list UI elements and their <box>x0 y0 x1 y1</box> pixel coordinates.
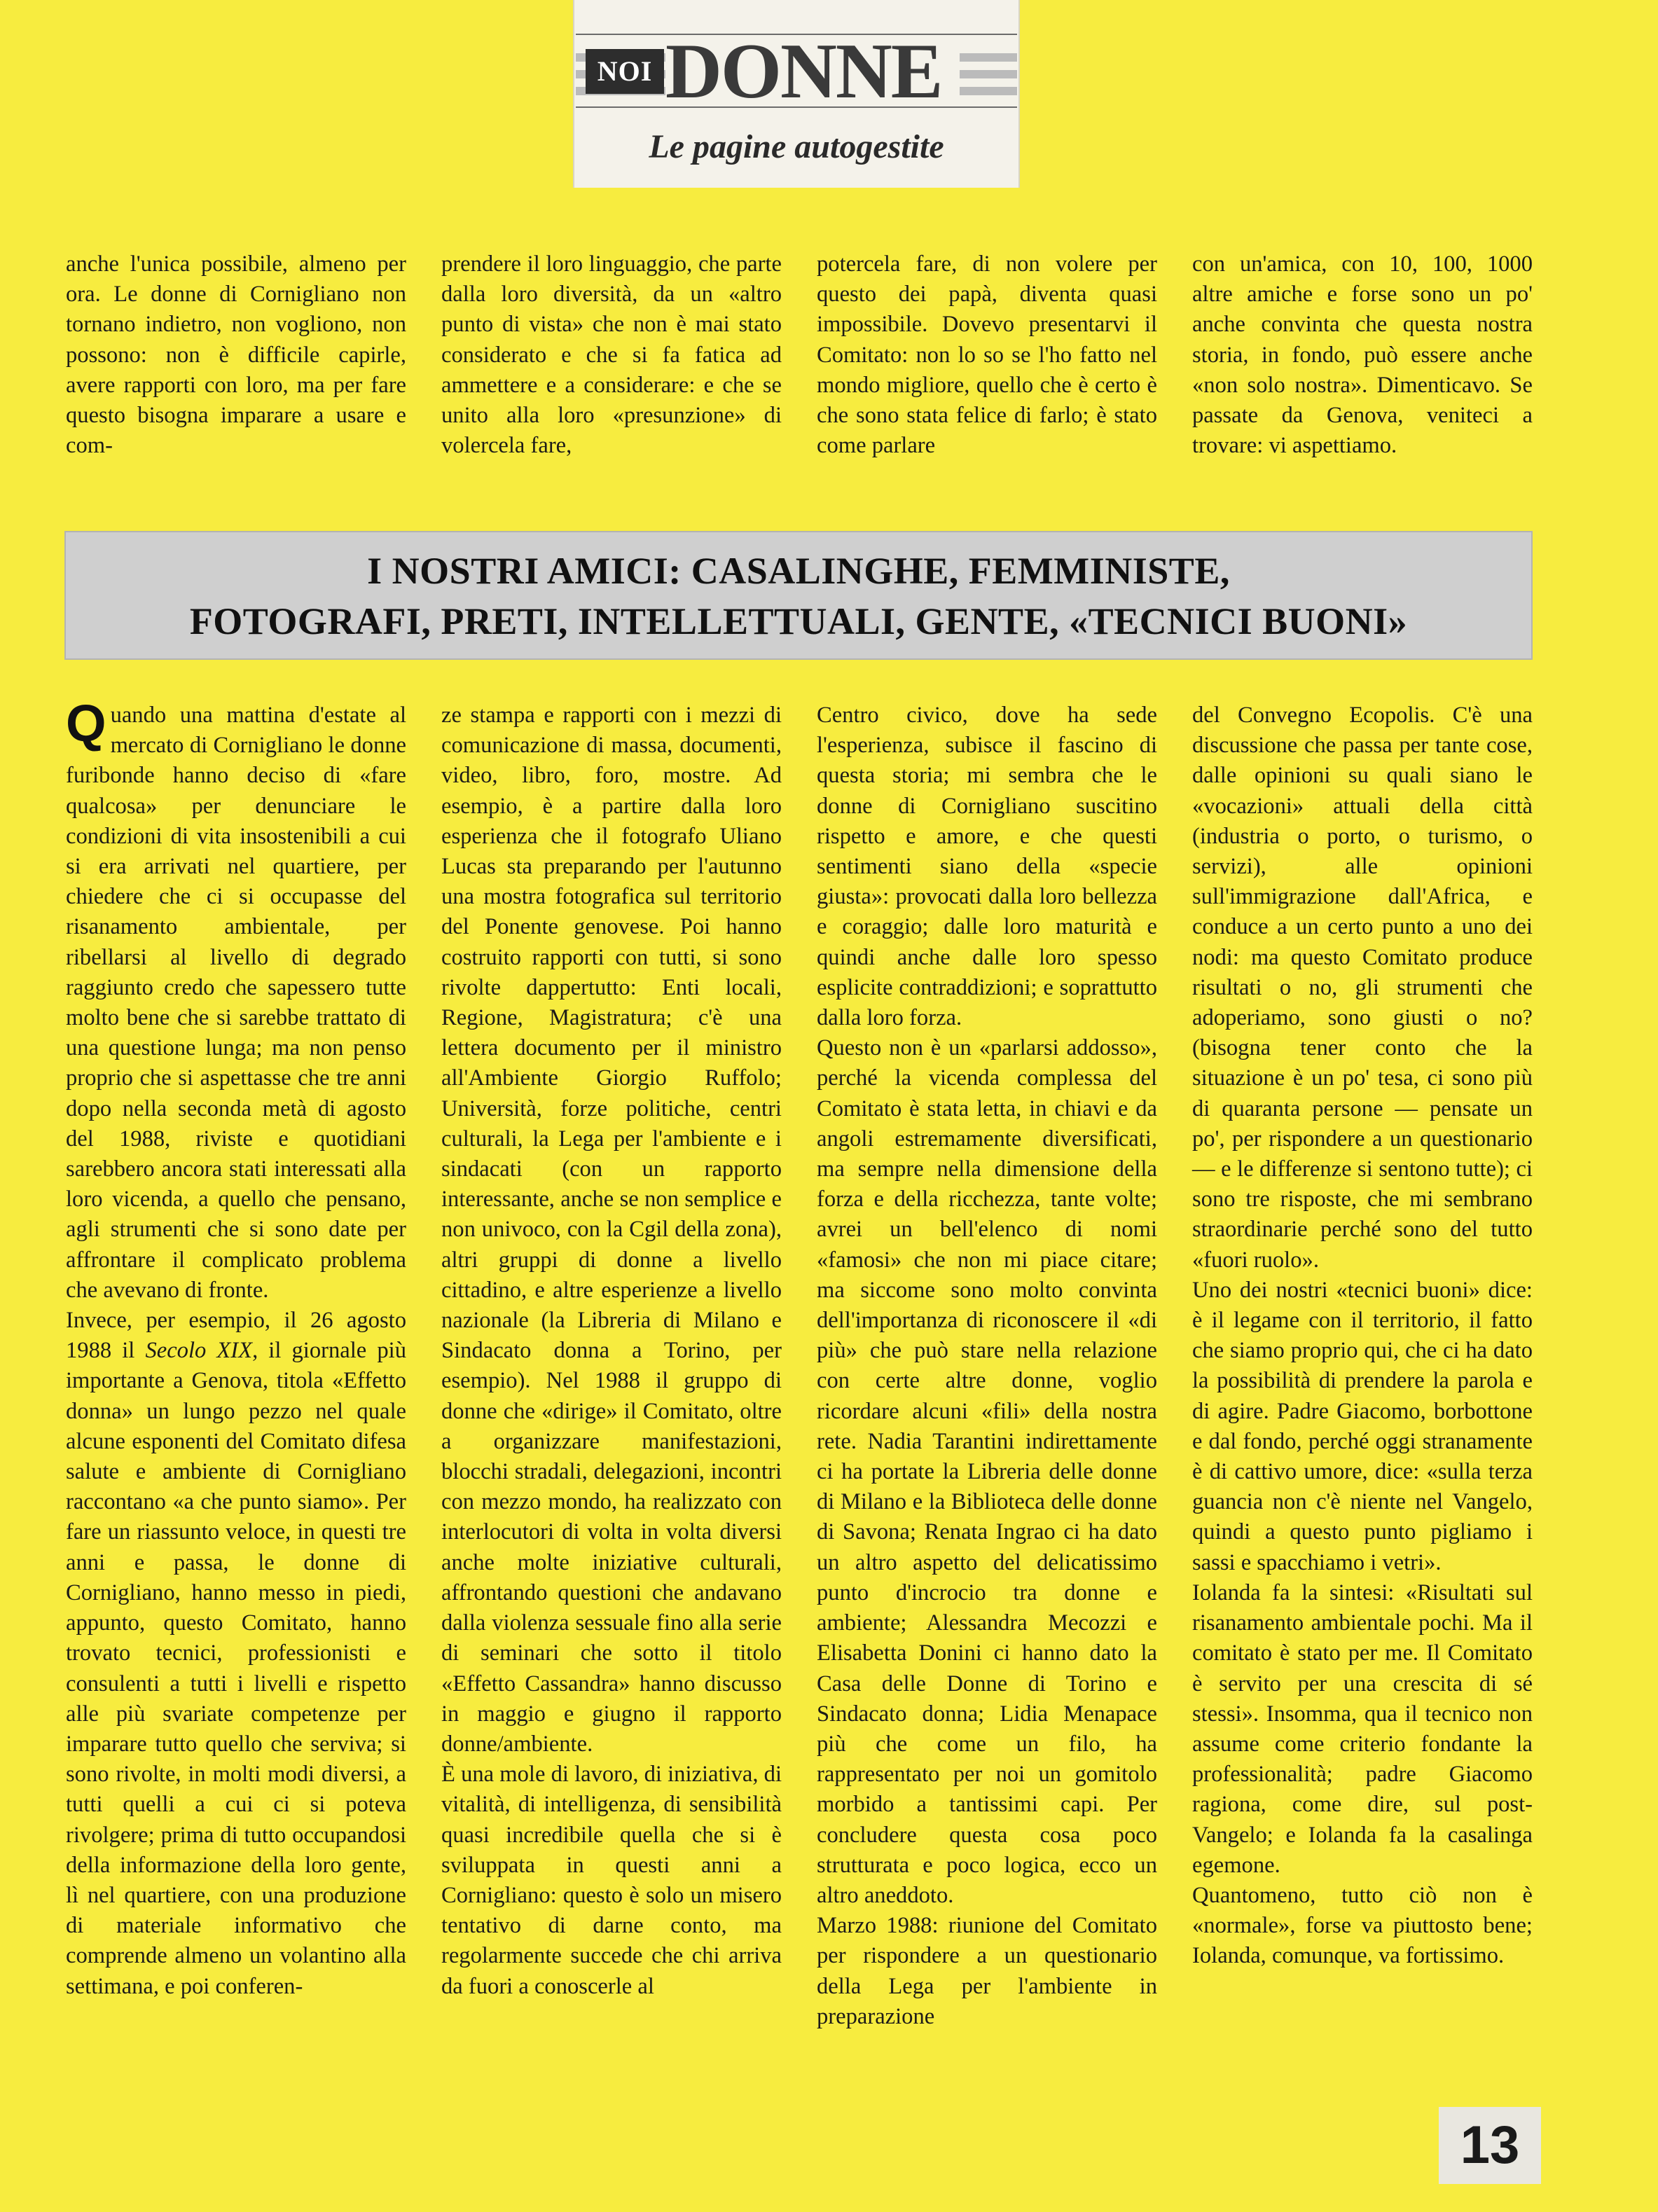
paragraph: È una mole di lavoro, di iniziativa, di vitalità, di intelligenza, di sensibilità quasi incredibile quella che si è sviluppata in questi anni a Cornigliano: questo è solo un misero tentativo di darne conto, ma regolarmente succede che chi arriva da fuori a conoscerle al <box>441 1762 782 1999</box>
article-column-2 <box>441 700 782 2002</box>
page-number: 13 <box>1439 2107 1541 2184</box>
headline-banner <box>64 531 1533 660</box>
logo-donne: DONNE <box>665 38 960 105</box>
paragraph-text: , il giornale più importante a Genova, titola «Effetto donna» un lungo pezzo nel quale alcune esponenti del Comitato difesa salute e ambiente di Cornigliano raccontano «a che punto siamo». Per fare un riassunto veloce, in questi tre anni e passa, le donne di Cornigliano, hanno messo in piedi, appunto, questo Comitato, hanno trovato tecnici, professionisti e consulenti a tutti i livelli e rispetto alle più svariate competenze per imparare tutto quello che serviva; si sono rivolte, in molti modi diversi, a tutti quelli a cui ci si poteva rivolgere; prima di tutto occupandosi della informazione della loro gente, lì nel quartiere, con una produzione di materiale informativo che comprende almeno un volantino alla settimana, e poi conferen- <box>66 1338 406 1999</box>
paragraph: del Convegno Ecopolis. C'è una discussione che passa per tante cose, dalle opinioni su quali siano le «vocazioni» attuali della città (industria o porto, o turismo, o servizi), alle opinioni sull'immigrazione dall'Africa, e conduce a un certo punto a uno dei nodi: ma questo Comitato produce risultati o no, gli strumenti che adoperiamo, sono giusti o no? (bisogna tener conto che la situazione è un po' tesa, ci sono più di quaranta persone — pensate un po', per rispondere a un questionario — e le differenze si sentono tutte); ci sono tre risposte, che mi sembrano straordinarie perché sono del tutto «fuori ruolo». <box>1192 703 1533 1273</box>
headline-line-1: I NOSTRI AMICI: CASALINGHE, FEMMINISTE, <box>367 550 1230 592</box>
top-column-2 <box>441 249 782 461</box>
top-column-1 <box>66 249 406 461</box>
paragraph: Marzo 1988: riunione del Comitato per rispondere a un questionario della Lega per l'ambiente in preparazione <box>817 1913 1157 2029</box>
logo-noi: NOI <box>586 49 664 94</box>
section-subtitle: Le pagine autogestite <box>649 128 944 165</box>
newspaper-title: Secolo XIX <box>145 1338 253 1364</box>
paragraph: potercela fare, di non volere per questo dei papà, diventa quasi impossibile. Dovevo presentarvi il Comitato: non lo so se l'ho fatto nel mondo migliore, quello che è certo è che sono stata felice di farlo; è stato come parlare <box>817 251 1157 459</box>
masthead <box>573 0 1020 188</box>
article-column-3 <box>817 700 1157 2032</box>
top-column-3 <box>817 249 1157 461</box>
paragraph <box>66 1306 406 2002</box>
magazine-logo <box>576 28 1017 115</box>
top-column-4 <box>1192 249 1533 461</box>
article-column-4 <box>1192 700 1533 1972</box>
paragraph-text: uando una mattina d'estate al mercato di Cornigliano le donne furibonde hanno deciso di «fare qualcosa» per denunciare le condizioni di vita insostenibili a cui si era arrivati nel quartiere, per chiedere che ci si occupasse del risanamento ambientale, per ribellarsi al livello di degrado raggiunto credo che sapessero tutte molto bene che si sarebbe trattato di una questione lunga; ma non penso proprio che si aspettasse che tre anni dopo nella seconda metà di agosto del 1988, riviste e quotidiani sarebbero ancora stati interessati alla loro vicenda, a quello che pensano, agli strumenti che si sono date per affrontare il complicato problema che avevano di fronte. <box>66 703 406 1303</box>
article-column-1 <box>66 694 406 2002</box>
paragraph: Questo non è un «parlarsi addosso», perché la vicenda complessa del Comitato è stata letta, in chiavi e da angoli estremamente diversificati, ma sempre nella dimensione della forza e della ricchezza, tante volte; avrei un bell'elenco di nomi «famosi» che non mi piace citare; ma siccome sono molto convinta dell'importanza di riconoscere il «di più» che può stare nella relazione con certe altre donne, voglio ricordare alcuni «fili» della nostra rete. Nadia Tarantini indirettamente ci ha portate la Libreria delle donne di Milano e la Biblioteca delle donne di Savona; Renata Ingrao ci ha dato un altro aspetto del delicatissimo punto d'incrocio tra donne e ambiente; Alessandra Mecozzi e Elisabetta Donini ci hanno dato la Casa delle Donne di Torino e Sindacato donna; Lidia Menapace più che come un filo, ha rappresentato per noi un gomitolo morbido a tantissimi capi. Per concludere questa cosa poco strutturata e poco logica, ecco un altro aneddoto. <box>817 1035 1157 1908</box>
paragraph: Quantomeno, tutto ciò non è «normale», forse va piuttosto bene; Iolanda, comunque, va fortissimo. <box>1192 1882 1533 1969</box>
headline-line-2: FOTOGRAFI, PRETI, INTELLETTUALI, GENTE, «TECNICI BUONI» <box>189 600 1408 642</box>
paragraph: Iolanda fa la sintesi: «Risultati sul risanamento ambientale pochi. Ma il comitato è stato per me. Il Comitato è servito per una crescita di sé stessi». Insomma, qua il tecnico non assume come criterio fondante la professionalità; padre Giacomo ragiona, come dire, sul post-Vangelo; e Iolanda fa la casalinga egemone. <box>1192 1579 1533 1878</box>
drop-cap: Q <box>66 694 106 752</box>
paragraph: con un'amica, con 10, 100, 1000 altre amiche e forse sono un po' anche convinta che questa nostra storia, in fondo, può essere anche «non solo nostra». Dimenticavo. Se passate da Genova, veniteci a trovare: vi aspettiamo. <box>1192 251 1533 459</box>
paragraph: Uno dei nostri «tecnici buoni» dice: è il legame con il territorio, il fatto che siamo proprio qui, che ci ha dato la possibilità di prendere la parola e di agire. Padre Giacomo, borbottone e dal fondo, perché oggi stranamente è di cattivo umore, dice: «sulla terza guancia non c'è niente nel Vangelo, quindi a questo punto pigliamo i sassi e spacchiamo i vetri». <box>1192 1277 1533 1575</box>
paragraph: Centro civico, dove ha sede l'esperienza, subisce il fascino di questa storia; mi sembra che le donne di Cornigliano suscitino rispetto e amore, e che questi sentimenti siano della «specie giusta»: provocati dalla loro bellezza e coraggio; dalle loro maturità e quindi anche dalle loro spesso esplicite contraddizioni; e soprattutto dalla loro forza. <box>817 703 1157 1031</box>
paragraph-text: Invece, per esempio, il 26 agosto 1988 il <box>66 1308 406 1364</box>
paragraph <box>66 694 406 1306</box>
paragraph: ze stampa e rapporti con i mezzi di comunicazione di massa, documenti, video, libro, foro, mostre. Ad esempio, è a partire dalla loro esperienza che il fotografo Uliano Lucas sta preparando per l'autunno una mostra fotografica sul territorio del Ponente genovese. Poi hanno costruito rapporti con tutti, si sono rivolte dappertutto: Enti locali, Regione, Magistratura; c'è una lettera documento per il ministro all'Ambiente Giorgio Ruffolo; Università, forze politiche, centri culturali, la Lega per l'ambiente e i sindacati (con un rapporto interessante, anche se non semplice e non univoco, con la Cgil della zona), altri gruppi di donne a livello cittadino, e altre esperienze a livello nazionale (la Libreria di Milano e Sindacato donna a Torino, per esempio). Nel 1988 il gruppo di donne che «dirige» il Comitato, oltre a organizzare manifestazioni, blocchi stradali, delegazioni, incontri con mezzo mondo, ha realizzato con interlocutori di volta in volta diversi anche molte iniziative culturali, affrontando questioni che andavano dalla violenza sessuale fino alla serie di seminari che sotto il titolo «Effetto Cassandra» hanno discusso in maggio e giugno il rapporto donne/ambiente. <box>441 703 782 1757</box>
paragraph: anche l'unica possibile, almeno per ora. Le donne di Cornigliano non tornano indietro, non vogliono, non possono: non è difficile capirle, avere rapporti con loro, ma per fare questo bisogna imparare a usare e com- <box>66 251 406 459</box>
paragraph: prendere il loro linguaggio, che parte dalla loro diversità, da un «altro punto di vista» che non è mai stato considerato e che si fa fatica ad ammettere e a considerare: e che se unito alla loro «presunzione» di volercela fare, <box>441 251 782 459</box>
